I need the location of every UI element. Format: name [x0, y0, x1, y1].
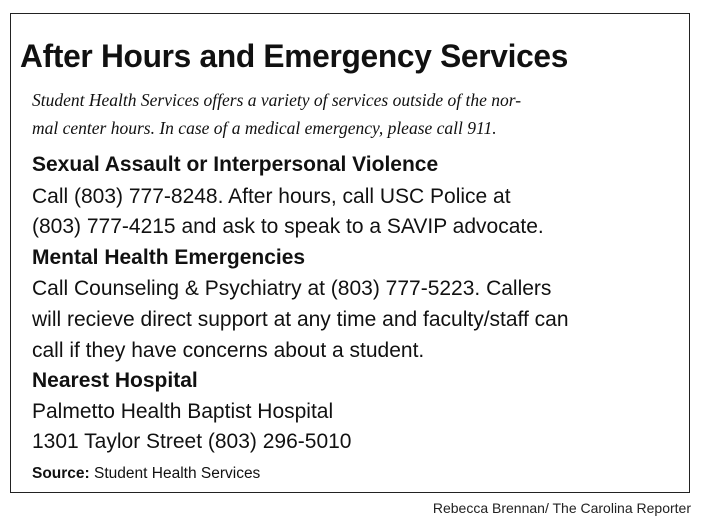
section-text-line: will recieve direct support at any time and faculty/staff can: [32, 308, 569, 331]
section-text-line: call if they have concerns about a student.: [32, 339, 425, 362]
section-text-line: Call (803) 777-8248. After hours, call USC Police at: [32, 185, 511, 208]
source-line: [32, 464, 260, 484]
section-text-line: Palmetto Health Baptist Hospital: [32, 400, 334, 423]
page-title: After Hours and Emergency Services: [20, 38, 569, 74]
section-text-line: Call Counseling & Psychiatry at (803) 777-5223. Callers: [32, 277, 552, 300]
intro-line: Student Health Services offers a variety of services outside of the nor-: [32, 90, 522, 110]
intro-paragraph: [32, 86, 521, 142]
section-heading-sexual-assault: Sexual Assault or Interpersonal Violence: [32, 153, 439, 176]
photo-credit: Rebecca Brennan/ The Carolina Reporter: [432, 500, 691, 516]
section-text-line: (803) 777-4215 and ask to speak to a SAVIP advocate.: [32, 215, 544, 238]
section-text-line: 1301 Taylor Street (803) 296-5010: [32, 430, 352, 453]
source-text: Student Health Services: [89, 465, 261, 482]
section-heading-nearest-hospital: Nearest Hospital: [32, 369, 198, 392]
intro-line: mal center hours. In case of a medical emergency, please call 911.: [32, 118, 497, 138]
source-label: Source:: [32, 465, 90, 482]
section-heading-mental-health: Mental Health Emergencies: [32, 246, 306, 269]
